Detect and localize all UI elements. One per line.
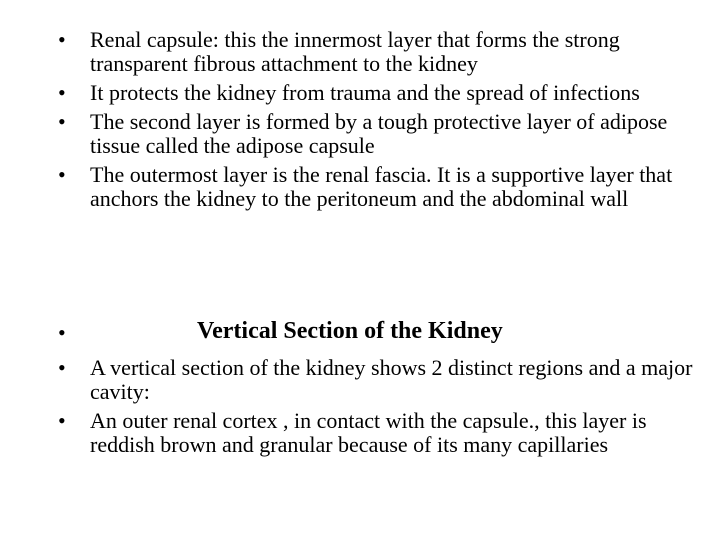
bullet-icon: • [58,27,66,52]
list-item [58,356,708,404]
list-item [58,28,708,76]
bullet-icon: • [58,408,66,433]
bullet-text: A vertical section of the kidney shows 2 distinct regions and a major cavity: [90,355,693,404]
bullet-icon: • [58,80,66,105]
bullet-list-bottom [58,356,708,462]
bullet-text: An outer renal cortex , in contact with the capsule., this layer is reddish brown and granular because of its many capillaries [90,408,647,457]
bullet-text: The second layer is formed by a tough protective layer of adipose tissue called the adipose capsule [90,109,668,158]
bullet-text: It protects the kidney from trauma and the spread of infections [90,80,640,105]
list-item [58,81,708,105]
bullet-icon: • [58,320,66,345]
bullet-icon: • [58,109,66,134]
bullet-icon: • [58,162,66,187]
bullet-icon: • [58,355,66,380]
list-item [58,163,708,211]
section-heading: Vertical Section of the Kidney [197,318,503,344]
bullet-list-top [58,28,708,216]
list-item [58,110,708,158]
section-heading-row [58,316,708,346]
bullet-text: Renal capsule: this the innermost layer that forms the strong transparent fibrous attachment to the kidney [90,27,620,76]
bullet-text: The outermost layer is the renal fascia. It is a supportive layer that anchors the kidney to the peritoneum and the abdominal wall [90,162,673,211]
list-item [58,409,708,457]
